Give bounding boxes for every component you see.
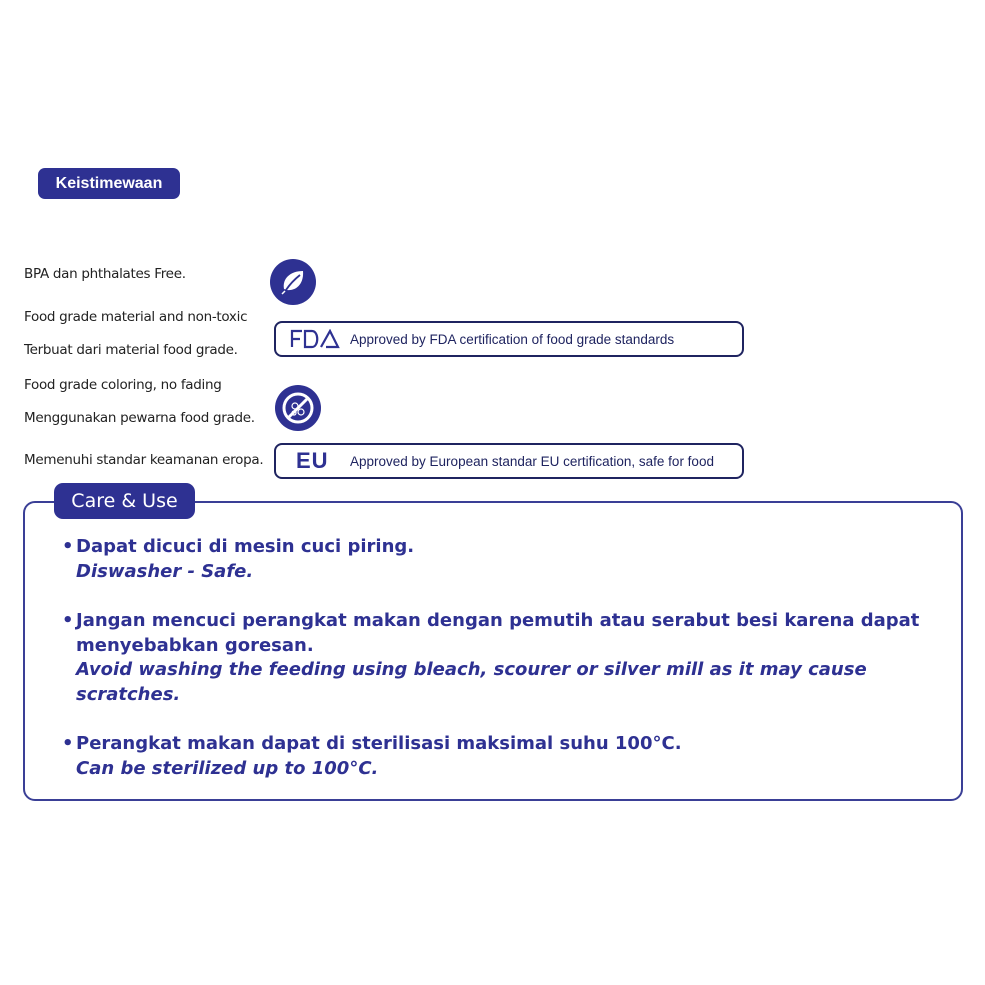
care-item-en-text: Avoid washing the feeding using bleach, scourer or silver mill as it may cause scratches. (76, 659, 867, 705)
fda-certification-text: Approved by FDA certification of food grade standards (350, 332, 675, 347)
care-item-id-text: Dapat dicuci di mesin cuci piring. (76, 536, 415, 557)
feature-bpa-free: BPA dan phthalates Free. (24, 266, 186, 282)
bullet: • (62, 733, 74, 754)
eu-logo: EU (296, 448, 329, 473)
feature-coloring-en: Food grade coloring, no fading (24, 377, 222, 393)
bullet: • (62, 610, 74, 631)
feature-food-grade-id: Terbuat dari material food grade. (24, 342, 238, 358)
care-item-id-text: Perangkat makan dapat di sterilisasi maksimal suhu 100°C. (76, 733, 682, 754)
fda-certification-badge (274, 321, 744, 357)
care-list (62, 535, 942, 806)
eu-certification-text: Approved by European standar EU certification, safe for food (350, 454, 714, 469)
care-item-en-text: Diswasher - Safe. (76, 560, 254, 582)
care-item (62, 609, 942, 707)
features-title-badge: Keistimewaan (38, 168, 180, 199)
bullet: • (62, 536, 74, 557)
care-item (62, 535, 942, 584)
no-coloring-icon (275, 385, 321, 431)
eu-certification-badge (274, 443, 744, 479)
care-use-title-badge: Care & Use (54, 483, 195, 519)
feature-eu-standard: Memenuhi standar keamanan eropa. (24, 452, 264, 468)
fda-logo-icon (290, 329, 340, 353)
feature-food-grade-en: Food grade material and non-toxic (24, 309, 248, 325)
care-item-id-text: Jangan mencuci perangkat makan dengan pemutih atau serabut besi karena dapat menyebabkan goresan. (76, 610, 920, 656)
feature-coloring-id: Menggunakan pewarna food grade. (24, 410, 255, 426)
care-item-en-text: Can be sterilized up to 100°C. (76, 757, 379, 779)
leaf-icon (270, 259, 316, 305)
care-item (62, 732, 942, 781)
